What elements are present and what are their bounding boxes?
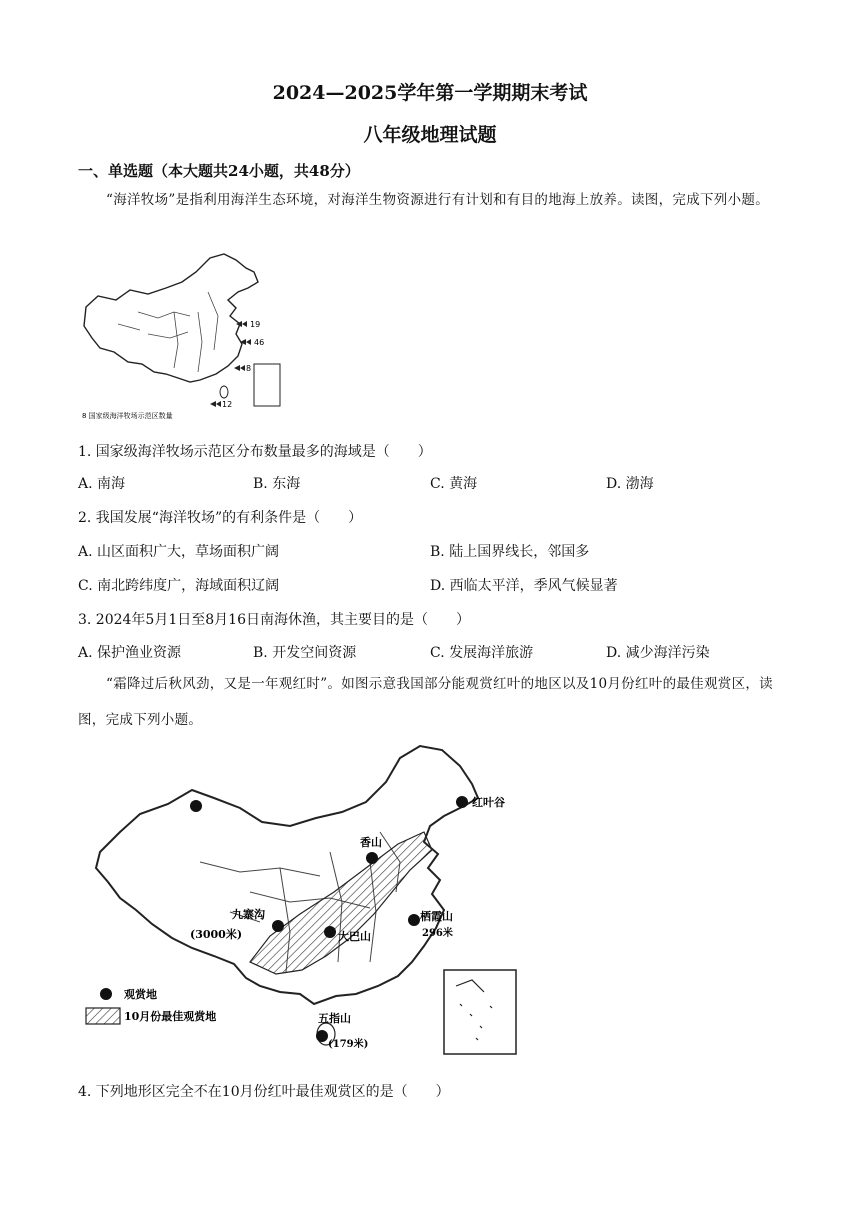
inset-islands bbox=[456, 980, 492, 1040]
site-dot-wuzhishan bbox=[316, 1030, 328, 1042]
legend-viewing-site: 观赏地 bbox=[124, 988, 157, 1001]
q1-option-d[interactable]: D. 渤海 bbox=[606, 476, 654, 492]
count-46-label: 46 bbox=[254, 338, 265, 347]
count-12-label: 12 bbox=[222, 400, 233, 409]
label-jiuzhaigou: 九寨沟 bbox=[232, 908, 265, 921]
legend-dot bbox=[100, 988, 112, 1000]
q3-option-d[interactable]: D. 减少海洋污染 bbox=[606, 645, 710, 661]
label-dabashan: 大巴山 bbox=[338, 930, 371, 943]
exam-subtitle: 八年级地理试题 bbox=[363, 124, 497, 146]
q1-option-c[interactable]: C. 黄海 bbox=[430, 476, 478, 492]
legend-hatch-swatch bbox=[86, 1008, 120, 1024]
q3-option-c[interactable]: C. 发展海洋旅游 bbox=[430, 645, 534, 661]
marine-ranch-map bbox=[78, 252, 282, 422]
red-leaf-map bbox=[80, 742, 520, 1058]
question-2-stem: 2. 我国发展“海洋牧场”的有利条件是（ ） bbox=[78, 510, 363, 526]
q3-option-b[interactable]: B. 开发空间资源 bbox=[253, 645, 357, 661]
label-qixiashan-alt: 296米 bbox=[422, 928, 453, 939]
best-viewing-area bbox=[250, 832, 432, 974]
site-dot-jiuzhaigou bbox=[272, 920, 284, 932]
south-sea-inset-2 bbox=[444, 970, 516, 1054]
intro-paragraph-2: “霜降过后秋风劲，又是一年观红时”。如图示意我国部分能观赏红叶的地区以及10月份红叶的最佳观赏区，读图，完成下列小题。 bbox=[78, 676, 773, 728]
q2-option-a[interactable]: A. 山区面积广大，草场面积广阔 bbox=[78, 544, 280, 560]
fish-marker-8 bbox=[234, 365, 245, 371]
q2-option-b[interactable]: B. 陆上国界线长，邻国多 bbox=[430, 544, 590, 560]
map1-legend: 8 国家级海洋牧场示范区数量 bbox=[82, 412, 173, 420]
section-heading: 一、单选题（本大题共24小题，共48分） bbox=[78, 162, 360, 180]
province-lines-1 bbox=[118, 292, 218, 372]
label-wuzhishan-alt: (179米) bbox=[328, 1039, 369, 1050]
question-1-stem: 1. 国家级海洋牧场示范区分布数量最多的海域是（ ） bbox=[78, 444, 432, 460]
count-8-label: 8 bbox=[246, 364, 252, 373]
label-xiangshan: 香山 bbox=[360, 836, 382, 849]
legend-best-area: 10月份最佳观赏地 bbox=[124, 1010, 217, 1023]
label-jiuzhaigou-alt: (3000米) bbox=[190, 928, 243, 941]
intro-paragraph-1: “海洋牧场”是指利用海洋生态环境，对海洋生物资源进行有计划和有目的地海上放养。读图，完成下列小题。 bbox=[106, 192, 770, 208]
q1-option-b[interactable]: B. 东海 bbox=[253, 476, 301, 492]
site-dot-hongyegu bbox=[456, 796, 468, 808]
site-dot-dabashan bbox=[324, 926, 336, 938]
exam-title: 2024—2025学年第一学期期末考试 bbox=[272, 82, 588, 104]
question-3-stem: 3. 2024年5月1日至8月16日南海休渔，其主要目的是（ ） bbox=[78, 612, 470, 628]
site-dot-xiangshan bbox=[366, 852, 378, 864]
question-4-stem: 4. 下列地形区完全不在10月份红叶最佳观赏区的是（ ） bbox=[78, 1084, 450, 1100]
label-hongyegu: 红叶谷 bbox=[472, 796, 505, 809]
q1-option-a[interactable]: A. 南海 bbox=[78, 476, 126, 492]
q3-option-a[interactable]: A. 保护渔业资源 bbox=[78, 645, 182, 661]
q2-option-d[interactable]: D. 西临太平洋，季风气候显著 bbox=[430, 578, 618, 594]
fish-marker-12 bbox=[210, 401, 221, 407]
count-19-label: 19 bbox=[250, 320, 261, 329]
label-qixiashan: 栖霞山 bbox=[420, 910, 453, 923]
q2-option-c[interactable]: C. 南北跨纬度广，海域面积辽阔 bbox=[78, 578, 280, 594]
hainan-island-1 bbox=[220, 386, 228, 398]
south-sea-inset-1 bbox=[254, 364, 280, 406]
site-dot-xinjiang bbox=[190, 800, 202, 812]
site-dot-qixiashan bbox=[408, 914, 420, 926]
label-wuzhishan: 五指山 bbox=[318, 1012, 351, 1025]
